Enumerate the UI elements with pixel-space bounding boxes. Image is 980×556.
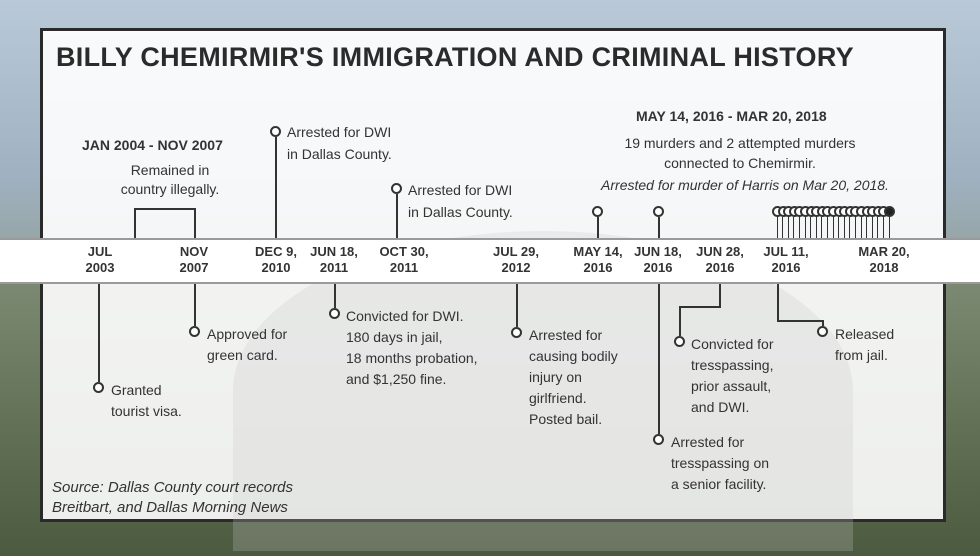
- event-jun-2011-line-3: 18 months probation,: [346, 350, 478, 366]
- event-line-jul11-2016: [777, 284, 779, 322]
- murder-marker-stem: [877, 217, 878, 238]
- event-line-jul-2012: [516, 284, 518, 327]
- murder-marker-stem: [833, 217, 834, 238]
- span-2004-desc-2: country illegally.: [120, 181, 220, 197]
- event-jun28-2016-line-3: prior assault,: [691, 378, 772, 394]
- murder-marker-stem: [861, 217, 862, 238]
- timeline-date-label-2: 2011: [319, 260, 349, 275]
- timeline-date-label-2: 2016: [771, 260, 801, 275]
- timeline-date-label-1: JUL 29,: [492, 244, 540, 259]
- timeline-date-label-1: JUN 18,: [634, 244, 682, 259]
- timeline-date-jul-2012: [493, 244, 539, 276]
- event-jun28-2016-line-2: tresspassing,: [691, 357, 774, 373]
- event-jul-2003-line-2: tourist visa.: [111, 403, 182, 419]
- source-line-2: Breitbart, and Dallas Morning News: [52, 499, 288, 516]
- murder-marker-stem: [788, 217, 789, 238]
- event-marker-jul11-2016: [817, 326, 828, 337]
- event-line-jun28-2016: [719, 284, 721, 308]
- murder-marker-stem: [844, 217, 845, 238]
- event-marker-jun-2011: [329, 308, 340, 319]
- event-marker-oct-2011: [391, 183, 402, 194]
- event-oct-2011-line-2: in Dallas County.: [408, 204, 513, 220]
- murder-marker-stem: [777, 217, 778, 238]
- event-dec-2010-line-2: in Dallas County.: [287, 146, 392, 162]
- timeline-date-label-2: 2011: [389, 260, 419, 275]
- event-jul11-2016-line-2: from jail.: [835, 347, 888, 363]
- event-oct-2011-line-1: Arrested for DWI: [408, 182, 513, 198]
- span-2004-bracket-left: [134, 208, 136, 238]
- timeline-date-label-2: 2016: [705, 260, 735, 275]
- murder-marker-stem: [883, 217, 884, 238]
- event-jul-2012-line-1: Arrested for: [529, 327, 603, 343]
- murder-marker-stem: [782, 217, 783, 238]
- event-jun18-2016-line-3: a senior facility.: [671, 476, 767, 492]
- timeline-date-label-1: MAR 20,: [858, 244, 910, 259]
- murder-marker-stem: [838, 217, 839, 238]
- event-marker-dec-2010: [270, 126, 281, 137]
- infographic-title: BILLY CHEMIRMIR'S IMMIGRATION AND CRIMINAL HISTORY: [56, 42, 854, 72]
- span-2004-bracket-top: [134, 208, 196, 210]
- event-line-oct-2011: [396, 194, 398, 238]
- event-jun28-2016-line-4: and DWI.: [691, 399, 750, 415]
- timeline-date-label-1: NOV: [179, 244, 209, 259]
- event-jun18-2016-line-1: Arrested for: [671, 434, 745, 450]
- timeline-date-mar-2018: [858, 244, 909, 276]
- timeline-date-jul-2003: [86, 244, 115, 276]
- event-jul-2012-line-5: Posted bail.: [529, 411, 603, 427]
- event-marker-jun18-2016: [653, 434, 664, 445]
- murder-marker-stem: [821, 217, 822, 238]
- event-jun28-2016-line-1: Convicted for: [691, 336, 774, 352]
- timeline-date-jun-2011: [310, 244, 358, 276]
- event-jul11-2016-line-1: Released: [835, 326, 895, 342]
- span-2004-heading: JAN 2004 - NOV 2007: [82, 137, 223, 153]
- event-marker-jun28-2016: [674, 336, 685, 347]
- event-marker-jul-2003: [93, 382, 104, 393]
- span-2016-desc-2: connected to Chemirmir.: [664, 155, 816, 171]
- span-2016-desc-3: Arrested for murder of Harris on Mar 20, 2018.: [601, 177, 889, 193]
- event-nov-2007-line-1: Approved for: [207, 326, 288, 342]
- timeline-date-label-2: 2012: [501, 260, 531, 275]
- event-jun-2011-line-4: and $1,250 fine.: [346, 371, 447, 387]
- timeline-date-label-1: OCT 30,: [379, 244, 429, 259]
- murder-marker-stem: [866, 217, 867, 238]
- murder-marker-stem: [827, 217, 828, 238]
- murder-marker-stem: [805, 217, 806, 238]
- event-marker-nov-2007: [189, 326, 200, 337]
- murder-marker-stem: [889, 217, 890, 238]
- murder-marker-stem: [810, 217, 811, 238]
- murder-marker-stem: [872, 217, 873, 238]
- timeline-date-label-1: MAY 14,: [573, 244, 623, 259]
- event-nov-2007-line-2: green card.: [207, 347, 278, 363]
- event-line-may-2016-top: [597, 217, 599, 238]
- event-jul-2012-line-2: causing bodily: [529, 348, 618, 364]
- murder-marker-stem: [816, 217, 817, 238]
- murder-marker-stem: [799, 217, 800, 238]
- timeline-date-label-2: 2016: [643, 260, 673, 275]
- span-2004-desc-1: Remained in: [130, 162, 210, 178]
- event-line-jun18-2016-top: [658, 217, 660, 238]
- event-line-jun-2011: [334, 284, 336, 308]
- event-marker-jul-2012: [511, 327, 522, 338]
- event-line-nov-2007: [194, 284, 196, 326]
- event-jul-2012-line-3: injury on: [529, 369, 582, 385]
- timeline-date-label-1: JUL: [87, 244, 113, 259]
- murder-marker-stem: [849, 217, 850, 238]
- event-marker-may-2016-top: [592, 206, 603, 217]
- event-line-dec-2010: [275, 137, 277, 238]
- span-2016-heading: MAY 14, 2016 - MAR 20, 2018: [636, 108, 827, 124]
- source-credit: [52, 478, 293, 518]
- timeline-date-oct-2011: [379, 244, 428, 276]
- timeline-date-label-2: 2016: [583, 260, 613, 275]
- murder-marker-stem: [855, 217, 856, 238]
- timeline-date-label-1: JUL 11,: [763, 244, 809, 259]
- event-elbow-jul11-2016: [777, 320, 823, 322]
- event-marker-jun18-2016-top: [653, 206, 664, 217]
- timeline-date-jul11-2016: [763, 244, 808, 276]
- murder-marker: [884, 206, 895, 217]
- timeline-date-jun18-2016: [634, 244, 682, 276]
- timeline-date-label-1: JUN 18,: [310, 244, 358, 259]
- timeline-date-label-1: DEC 9,: [255, 244, 297, 259]
- timeline-date-label-2: 2007: [179, 260, 209, 275]
- timeline-date-label-2: 2010: [261, 260, 291, 275]
- event-elbow-jun28-2016: [679, 306, 721, 308]
- murder-marker-stem: [793, 217, 794, 238]
- event-dec-2010-line-1: Arrested for DWI: [287, 124, 392, 140]
- timeline-date-may-2016: [573, 244, 622, 276]
- span-2004-bracket-right: [194, 208, 196, 238]
- span-2016-desc-1: 19 murders and 2 attempted murders: [624, 135, 856, 151]
- event-jun-2011-line-2: 180 days in jail,: [346, 329, 443, 345]
- event-jun18-2016-line-2: tresspassing on: [671, 455, 770, 471]
- source-line-1: Source: Dallas County court records: [52, 479, 293, 496]
- timeline-date-dec-2010: [255, 244, 297, 276]
- timeline-date-jun28-2016: [696, 244, 744, 276]
- timeline-date-nov-2007: [180, 244, 209, 276]
- timeline-date-label-2: 2003: [85, 260, 115, 275]
- timeline-band: [0, 238, 980, 284]
- event-jul-2003-line-1: Granted: [111, 382, 162, 398]
- event-jun-2011-line-1: Convicted for DWI.: [346, 308, 464, 324]
- event-drop-jun28-2016: [679, 306, 681, 336]
- timeline-date-label-1: JUN 28,: [696, 244, 744, 259]
- event-jul-2012-line-4: girlfriend.: [529, 390, 587, 406]
- event-line-jul-2003: [98, 284, 100, 382]
- event-line-jun18-2016: [658, 284, 660, 434]
- timeline-date-label-2: 2018: [869, 260, 899, 275]
